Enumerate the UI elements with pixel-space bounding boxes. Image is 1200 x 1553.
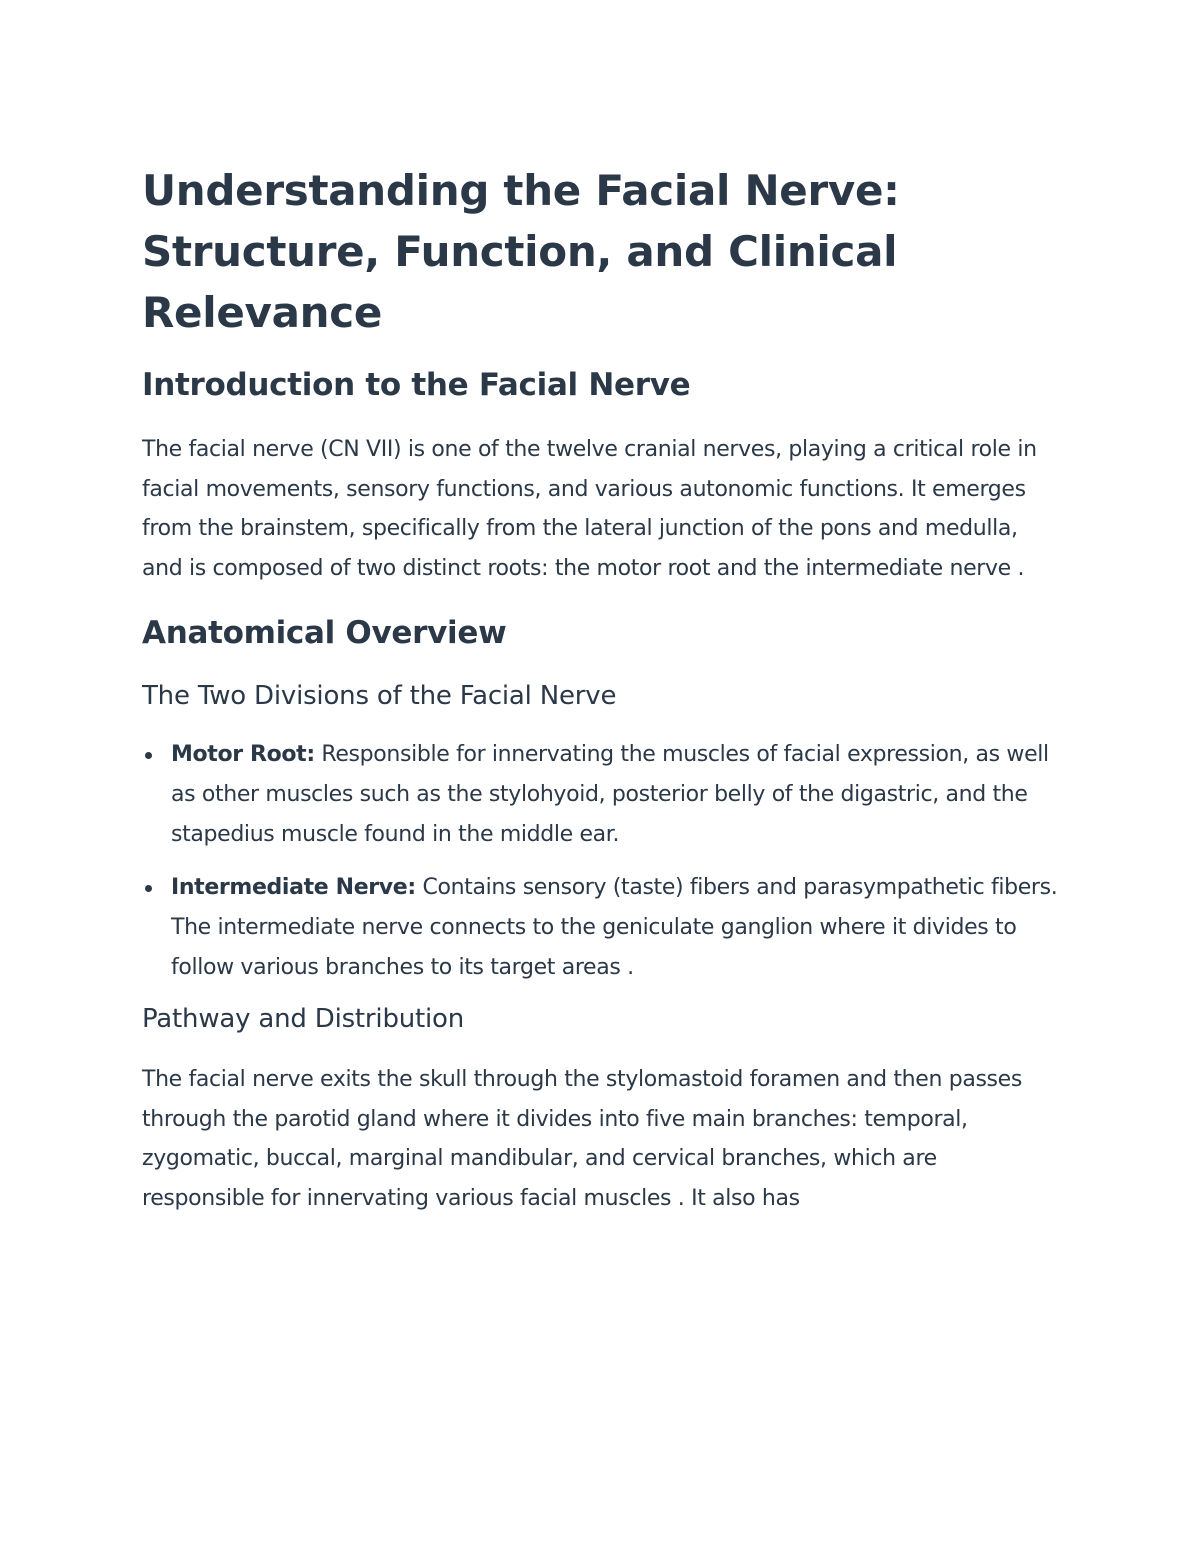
bullet-dot-icon <box>145 752 152 759</box>
section-anatomical-overview <box>142 613 1062 1218</box>
pathway-paragraph: The facial nerve exits the skull through the stylomastoid foramen and then passes through the parotid gland where it divides into five main branches: temporal, zygomatic, buccal, marginal mandibular, and cervical branches, which are responsible for innervating various facial muscles . It also has <box>142 1067 1022 1211</box>
list-item-term: Intermediate Nerve: <box>171 875 416 900</box>
document-page <box>142 160 1062 1218</box>
list-item-text: Responsible for innervating the muscles of facial expression, as well as other muscles such as the stylohyoid, posterior belly of the digastric, and the stapedius muscle found in the middle ear. <box>171 742 1049 847</box>
list-item <box>142 868 1062 988</box>
section-heading-introduction: Introduction to the Facial Nerve <box>142 367 691 403</box>
document-title: Understanding the Facial Nerve: Structure, Function, and Clinical Relevance <box>142 166 900 337</box>
divisions-list <box>142 735 1062 988</box>
section-heading-anatomical-overview: Anatomical Overview <box>142 615 507 651</box>
subsection-heading-two-divisions: The Two Divisions of the Facial Nerve <box>142 681 617 711</box>
introduction-paragraph: The facial nerve (CN VII) is one of the twelve cranial nerves, playing a critical role in facial movements, sensory functions, and various autonomic functions. It emerges from the brainstem, specifically from the lateral junction of the pons and medulla, and is composed of two distinct roots: the motor root and the intermediate nerve . <box>142 437 1037 581</box>
subsection-heading-pathway: Pathway and Distribution <box>142 1004 465 1034</box>
list-item <box>142 735 1062 855</box>
bullet-dot-icon <box>145 885 152 892</box>
list-item-text: Contains sensory (taste) fibers and parasympathetic fibers. The intermediate nerve connects to the geniculate ganglion where it divides to follow various branches to its target areas . <box>171 875 1058 980</box>
list-item-term: Motor Root: <box>171 742 315 767</box>
section-introduction <box>142 365 1062 588</box>
